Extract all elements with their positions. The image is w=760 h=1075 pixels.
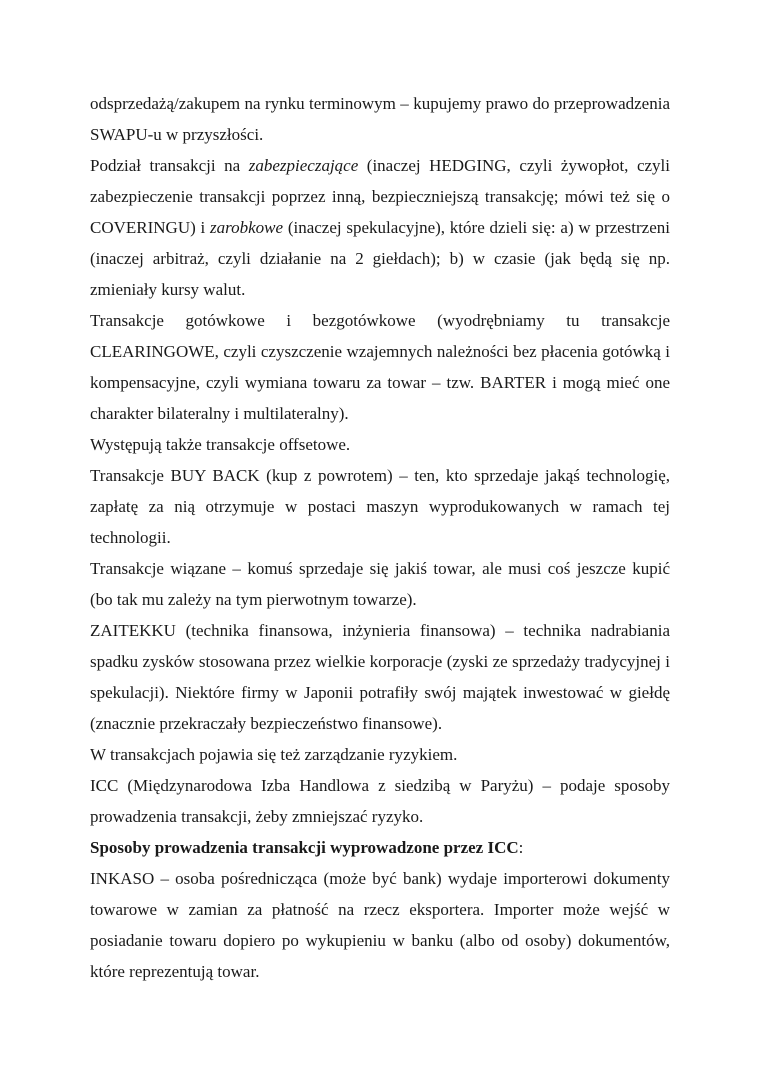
paragraph-wiazane: Transakcje wiązane – komuś sprzedaje się jakiś towar, ale musi coś jeszcze kupić (bo tak mu zależy na tym pierwotnym towarze). [90,559,670,609]
hedging-text-part2: (inaczej HEDGING, czyli żywopłot, czyli zabezpieczenie transakcji poprzez inną, bezpieczniejszą transakcję; mówi też się o COVERINGU) i [90,156,671,237]
document-body [90,88,670,987]
heading-colon: : [518,838,524,857]
paragraph-zaitekku: ZAITEKKU (technika finansowa, inżynieria finansowa) – technika nadrabiania spadku zysków stosowana przez wielkie korporacje (zyski ze sprzedaży tradycyjnej i spekulacji). Niektóre firmy w Japonii potrafiły swój majątek inwestować w giełdę (znacznie przekraczały bezpieczeństwo finansowe). [90,621,670,733]
hedging-italic-zarobkowe: zarobkowe [210,218,284,237]
paragraph-ryzyko: W transakcjach pojawia się też zarządzanie ryzykiem. [90,745,458,764]
paragraph-buy-back: Transakcje BUY BACK (kup z powrotem) – ten, kto sprzedaje jakąś technologię, zapłatę za nią otrzymuje w postaci maszyn wyprodukowanych w ramach tej technologii. [90,466,670,547]
hedging-text-part1: Podział transakcji na [90,156,249,175]
heading-bold-text: Sposoby prowadzenia transakcji wyprowadzone przez ICC [90,838,519,857]
paragraph-icc: ICC (Międzynarodowa Izba Handlowa z siedzibą w Paryżu) – podaje sposoby prowadzenia transakcji, żeby zmniejszać ryzyko. [90,776,670,826]
paragraph-offset: Występują także transakcje offsetowe. [90,435,351,454]
hedging-italic-zabezpieczajace: zabezpieczające [248,156,359,175]
paragraph-swap: odsprzedażą/zakupem na rynku terminowym – kupujemy prawo do przeprowadzenia SWAPU-u w przyszłości. [90,94,670,144]
paragraph-hedging [90,150,670,305]
section-heading-icc-methods [90,832,670,863]
hedging-text-part3: (inaczej spekulacyjne), które dzieli się: a) w przestrzeni (inaczej arbitraż, czyli działanie na 2 giełdach); b) w czasie (jak będą się np. zmieniały kursy walut. [90,218,670,299]
paragraph-inkaso: INKASO – osoba pośrednicząca (może być bank) wydaje importerowi dokumenty towarowe w zamian za płatność na rzecz eksportera. Importer może wejść w posiadanie towaru dopiero po wykupieniu w banku (albo od osoby) dokumentów, które reprezentują towar. [90,869,670,981]
paragraph-gotowkowe: Transakcje gotówkowe i bezgotówkowe (wyodrębniamy tu transakcje CLEARINGOWE, czyli czyszczenie wzajemnych należności bez płacenia gotówką i kompensacyjne, czyli wymiana towaru za towar – tzw. BARTER i mogą mieć one charakter bilateralny i multilateralny). [90,311,670,423]
